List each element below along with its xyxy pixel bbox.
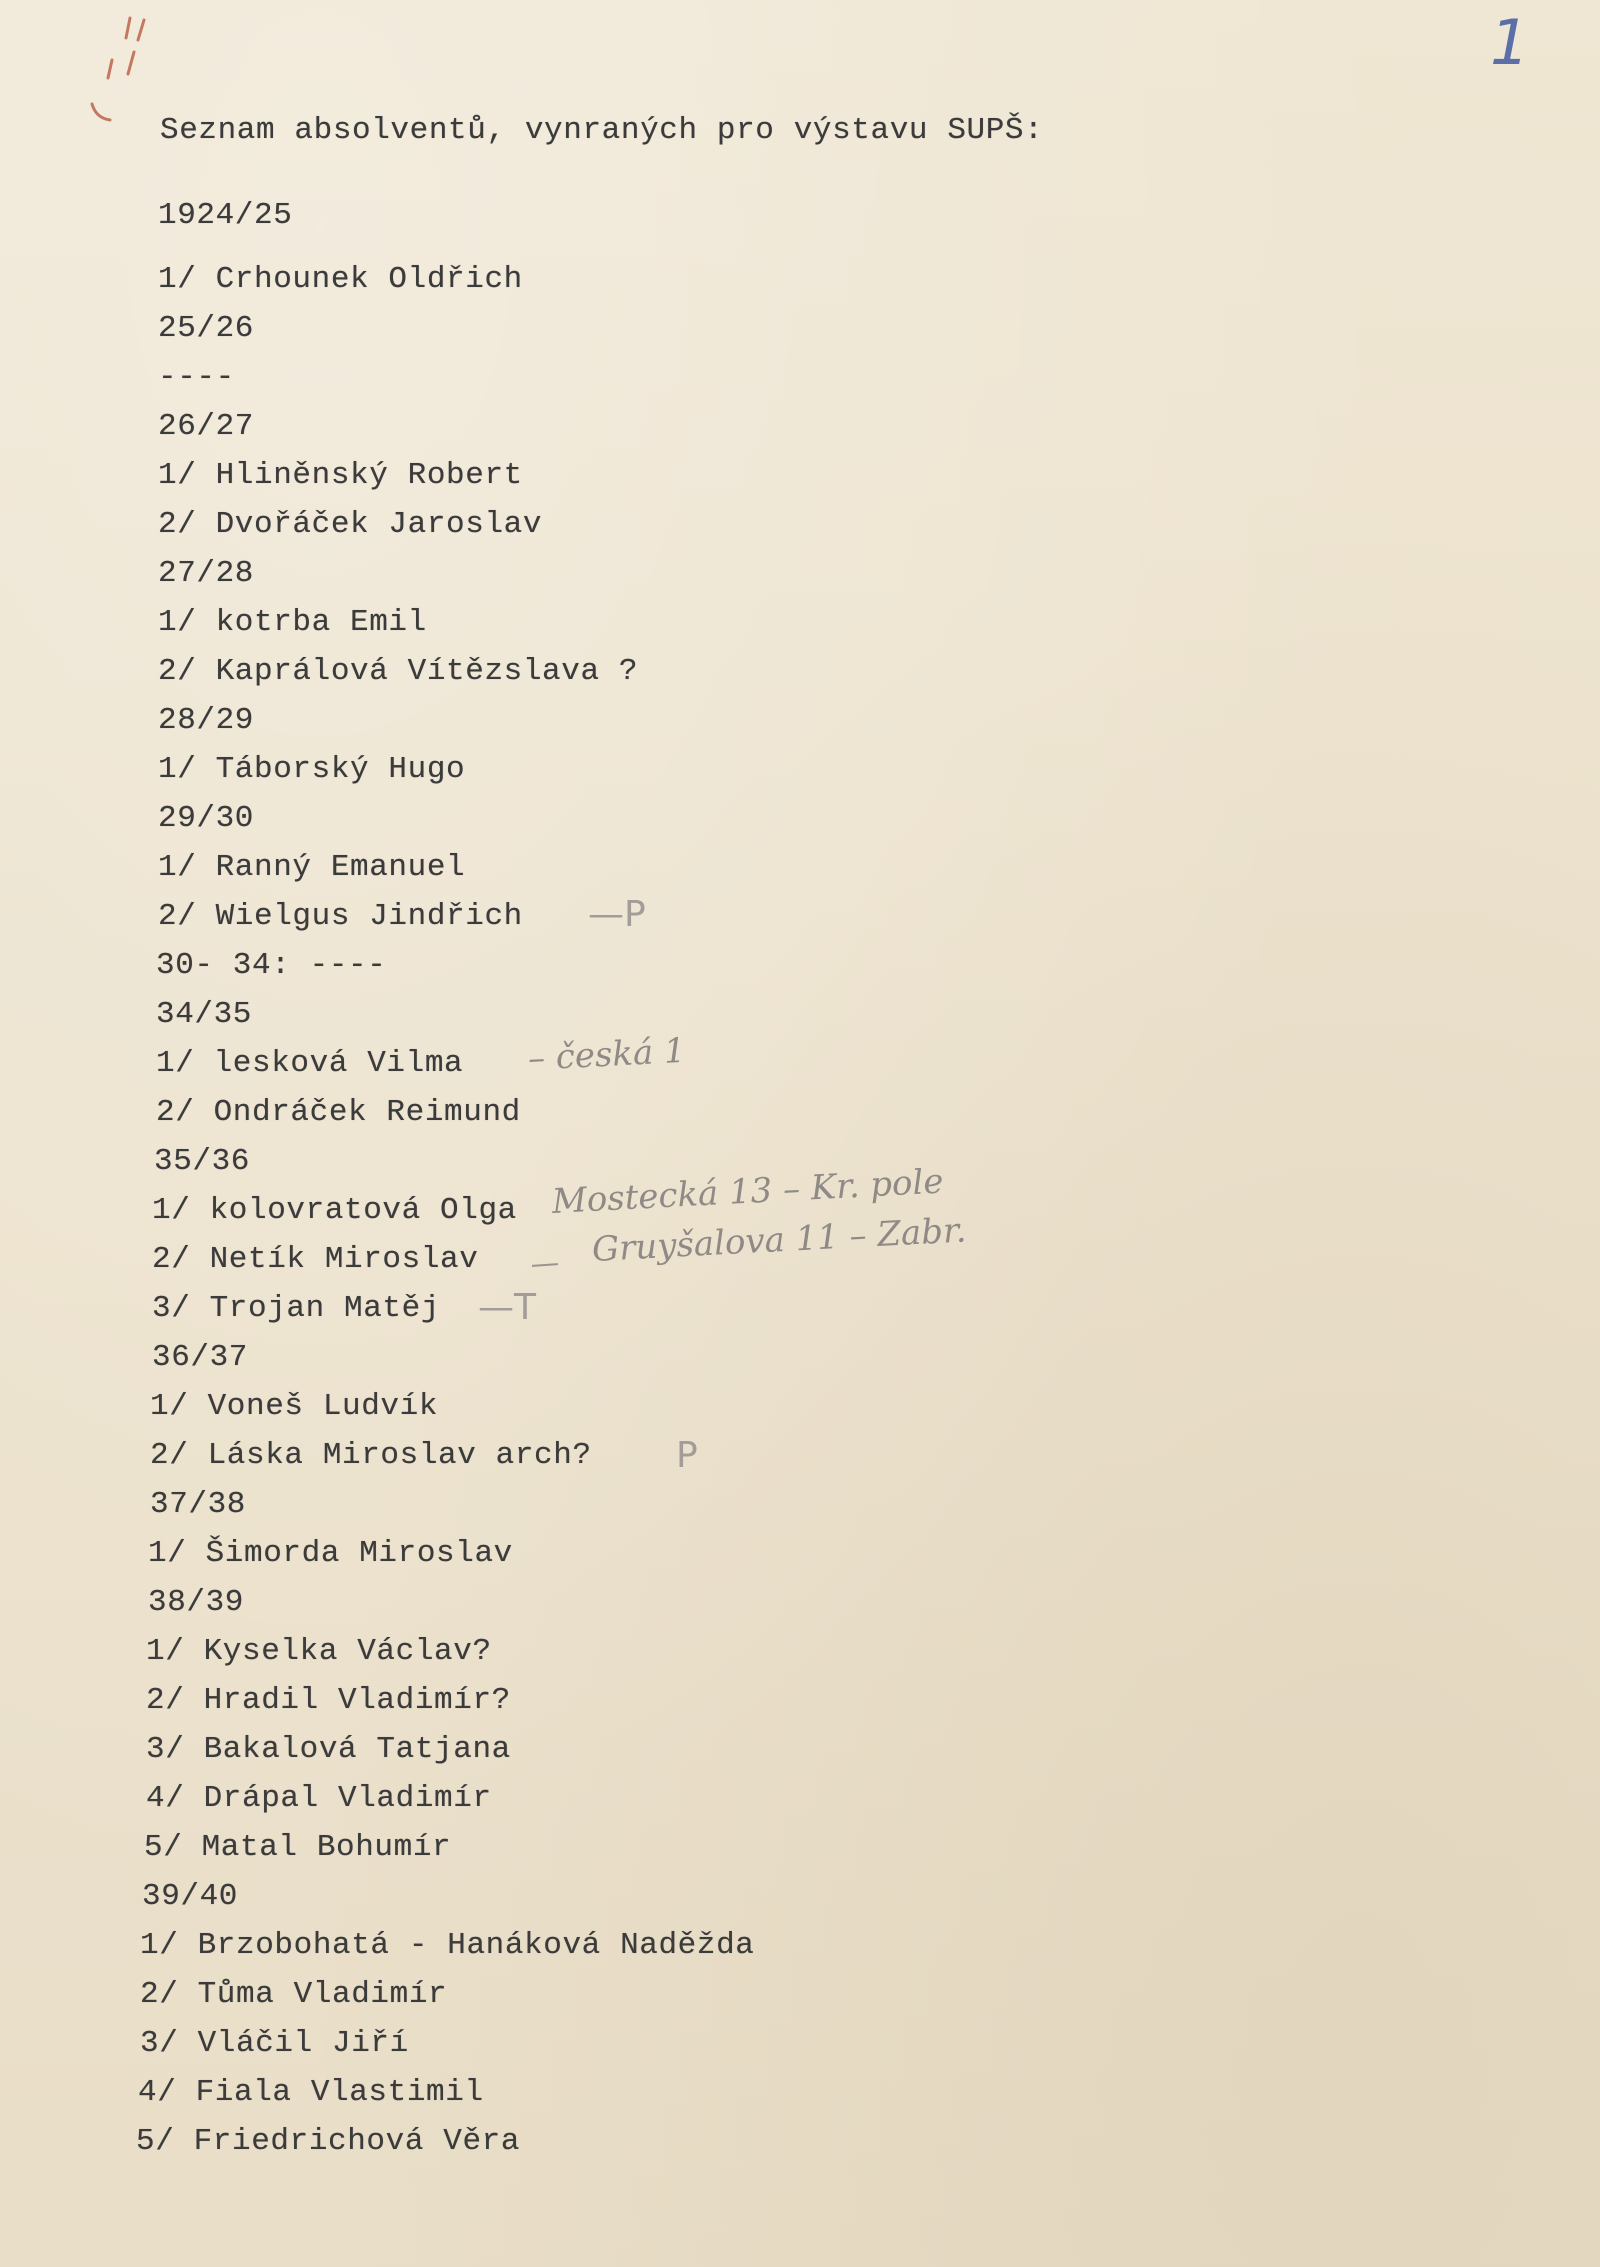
list-item: 3/ Bakalová Tatjana bbox=[146, 1732, 511, 1767]
empty-marker: ---- bbox=[158, 360, 235, 395]
year-heading: 38/39 bbox=[148, 1585, 245, 1620]
list-item: 2/ Láska Miroslav arch? bbox=[150, 1438, 592, 1473]
year-heading: 30- 34: ---- bbox=[156, 948, 387, 983]
pencil-dash bbox=[532, 1263, 558, 1267]
pencil-annotation: —T bbox=[478, 1287, 536, 1328]
year-heading: 28/29 bbox=[158, 703, 255, 738]
pencil-annotation: P bbox=[676, 1435, 698, 1476]
list-item: 1/ Brzobohatá - Hanáková Naděžda bbox=[140, 1928, 755, 1963]
year-heading: 25/26 bbox=[158, 311, 255, 346]
list-item: 1/ Voneš Ludvík bbox=[150, 1389, 439, 1424]
list-item: 2/ Kaprálová Vítězslava ? bbox=[158, 654, 639, 689]
list-item: 2/ Hradil Vladimír? bbox=[146, 1683, 511, 1718]
list-item: 2/ Dvořáček Jaroslav bbox=[158, 507, 543, 542]
year-heading: 1924/25 bbox=[158, 198, 293, 233]
year-heading: 36/37 bbox=[152, 1340, 249, 1375]
year-heading: 34/35 bbox=[156, 997, 253, 1032]
list-item: 2/ Tůma Vladimír bbox=[140, 1977, 448, 2012]
document-heading: Seznam absolventů, vynraných pro výstavu SUPŠ: bbox=[160, 113, 1044, 148]
red-pencil-marks bbox=[86, 12, 166, 132]
list-item: 1/ Táborský Hugo bbox=[158, 752, 466, 787]
pencil-annotation: – česká 1 bbox=[526, 1030, 687, 1079]
list-item: 4/ Drápal Vladimír bbox=[146, 1781, 492, 1816]
year-heading: 26/27 bbox=[158, 409, 255, 444]
list-item: 1/ Šimorda Miroslav bbox=[148, 1536, 513, 1571]
list-item: 1/ kotrba Emil bbox=[158, 605, 427, 640]
page-number: 1 bbox=[1490, 6, 1530, 79]
list-item: 2/ Wielgus Jindřich bbox=[158, 899, 523, 934]
list-item: 1/ Hliněnský Robert bbox=[158, 458, 523, 493]
pencil-annotation: Gruyšalova 11 – Zabr. bbox=[590, 1210, 968, 1270]
list-item: 3/ Vláčil Jiří bbox=[140, 2026, 409, 2061]
year-heading: 35/36 bbox=[154, 1144, 251, 1179]
list-item: 1/ lesková Vilma bbox=[156, 1046, 464, 1081]
list-item: 3/ Trojan Matěj bbox=[152, 1291, 441, 1326]
year-heading: 27/28 bbox=[158, 556, 255, 591]
pencil-annotation: Mostecká 13 – Kr. pole bbox=[550, 1161, 945, 1222]
year-heading: 39/40 bbox=[142, 1879, 239, 1914]
pencil-annotation: —P bbox=[588, 894, 646, 935]
list-item: 1/ kolovratová Olga bbox=[152, 1193, 517, 1228]
list-item: 5/ Matal Bohumír bbox=[144, 1830, 452, 1865]
year-heading: 29/30 bbox=[158, 801, 255, 836]
list-item: 1/ Kyselka Václav? bbox=[146, 1634, 492, 1669]
list-item: 2/ Netík Miroslav bbox=[152, 1242, 479, 1277]
list-item: 2/ Ondráček Reimund bbox=[156, 1095, 521, 1130]
list-item: 1/ Crhounek Oldřich bbox=[158, 262, 523, 297]
list-item: 1/ Ranný Emanuel bbox=[158, 850, 466, 885]
year-heading: 37/38 bbox=[150, 1487, 247, 1522]
list-item: 4/ Fiala Vlastimil bbox=[138, 2075, 484, 2110]
list-item: 5/ Friedrichová Věra bbox=[136, 2124, 521, 2159]
